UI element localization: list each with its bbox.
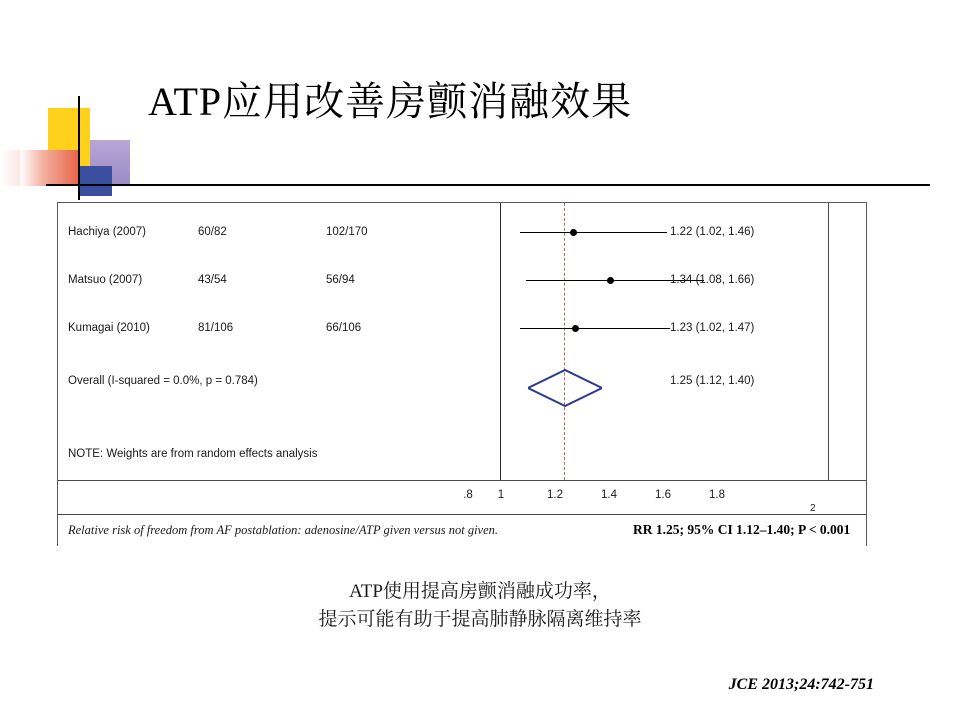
study-events-treatment: 43/54 bbox=[198, 274, 227, 286]
overall-diamond-marker bbox=[528, 368, 602, 408]
conclusion-line-1: ATP使用提高房颤消融成功率， bbox=[349, 581, 611, 602]
reference-citation: JCE 2013;24:742-751 bbox=[728, 676, 874, 693]
overall-label: Overall (I-squared = 0.0%, p = 0.784) bbox=[68, 375, 258, 387]
page-title: ATP应用改善房颤消融效果 bbox=[148, 79, 633, 124]
weights-note: NOTE: Weights are from random effects analysis bbox=[68, 448, 318, 460]
study-point-estimate-marker bbox=[572, 325, 579, 332]
table-row bbox=[58, 221, 866, 245]
study-label: Hachiya (2007) bbox=[68, 226, 146, 238]
x-tick-label: 1.6 bbox=[655, 489, 671, 501]
table-row bbox=[58, 317, 866, 341]
study-estimate-text: 1.23 (1.02, 1.47) bbox=[670, 322, 755, 334]
decorative-orange-block bbox=[20, 150, 78, 186]
study-point-estimate-marker bbox=[570, 229, 577, 236]
x-tick-label: 1.8 bbox=[709, 489, 725, 501]
forest-plot-figure bbox=[57, 202, 867, 546]
conclusion-line-2: 提示可能有助于提高肺静脉隔离维持率 bbox=[318, 609, 642, 630]
table-row bbox=[58, 269, 866, 293]
forest-plot-area bbox=[58, 203, 866, 480]
x-axis-end-label: 2 bbox=[810, 503, 816, 514]
title-underline-rule bbox=[46, 184, 930, 186]
x-axis bbox=[58, 480, 866, 514]
figure-caption-text: Relative risk of freedom from AF postablation: adenosine/ATP given versus not given. bbox=[68, 523, 499, 537]
x-tick-label: 1.2 bbox=[547, 489, 563, 501]
study-estimate-text: 1.22 (1.02, 1.46) bbox=[670, 226, 755, 238]
study-confidence-interval bbox=[520, 328, 670, 329]
x-tick-label: .8 bbox=[463, 489, 473, 501]
study-point-estimate-marker bbox=[607, 277, 614, 284]
study-events-treatment: 81/106 bbox=[198, 322, 234, 334]
overall-row bbox=[58, 368, 866, 396]
decorative-header-graphic bbox=[0, 88, 160, 198]
decorative-blue-block bbox=[78, 166, 112, 196]
study-events-control: 56/94 bbox=[326, 274, 355, 286]
study-label: Matsuo (2007) bbox=[68, 274, 143, 286]
overall-estimate-text: 1.25 (1.12, 1.40) bbox=[670, 375, 755, 387]
x-tick-label: 1.4 bbox=[601, 489, 617, 501]
study-confidence-interval bbox=[520, 232, 667, 233]
conclusion-text bbox=[0, 578, 960, 634]
figure-caption bbox=[58, 514, 866, 546]
figure-summary-result: RR 1.25; 95% CI 1.12–1.40; P < 0.001 bbox=[633, 522, 851, 537]
study-label: Kumagai (2010) bbox=[68, 322, 150, 334]
study-estimate-text: 1.34 (1.08, 1.66) bbox=[670, 274, 755, 286]
study-events-treatment: 60/82 bbox=[198, 226, 227, 238]
study-events-control: 66/106 bbox=[326, 322, 362, 334]
x-tick-label: 1 bbox=[497, 489, 505, 501]
study-events-control: 102/170 bbox=[326, 226, 368, 238]
